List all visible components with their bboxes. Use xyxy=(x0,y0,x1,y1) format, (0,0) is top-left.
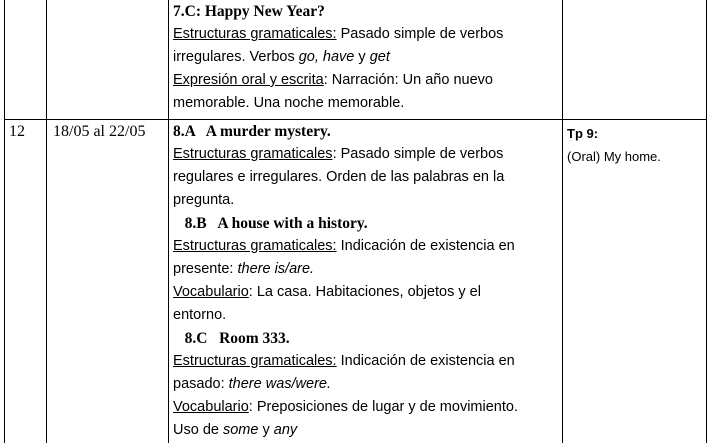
lesson-plan-table xyxy=(4,0,707,443)
table-row xyxy=(5,0,707,119)
structure-italic: there is/are. xyxy=(237,260,315,277)
grammar-text-cont: regulares e irregulares. Orden de las palabras en la xyxy=(173,168,505,185)
table-row xyxy=(5,119,707,443)
vocabulary-label: Vocabulario xyxy=(173,398,249,415)
verb-get-italic: get xyxy=(369,49,390,65)
tp-cell xyxy=(563,0,707,119)
grammar-text-cont: irregulares. Verbos xyxy=(173,49,299,65)
grammar-text: Pasado simple de verbos xyxy=(336,26,504,42)
structure-italic: there was/were. xyxy=(228,375,331,392)
grammar-text: : Pasado simple de verbos xyxy=(332,145,504,162)
unit-title: 7.C: Happy New Year? xyxy=(173,3,325,20)
vocabulary-text: : La casa. Habitaciones, objetos y el xyxy=(248,283,481,300)
grammar-label: Estructuras gramaticales: xyxy=(173,352,337,369)
verbs-italic: go, have xyxy=(298,49,355,65)
grammar-label: Estructuras gramaticales xyxy=(173,145,333,162)
week-number-cell: 12 xyxy=(5,119,47,443)
vocabulary-text: : Preposiciones de lugar y de movimiento. xyxy=(248,398,518,415)
connector-text: y xyxy=(258,421,274,438)
grammar-text-cont: pregunta. xyxy=(173,191,235,208)
dates-cell: 18/05 al 22/05 xyxy=(47,119,169,443)
some-italic: some xyxy=(222,421,259,438)
tp-title: Tp 9: xyxy=(567,125,599,141)
tp-text: (Oral) My home. xyxy=(567,148,661,164)
unit-title: 8.C Room 333. xyxy=(173,329,290,347)
content-cell xyxy=(169,119,563,443)
unit-title: 8.B A house with a history. xyxy=(173,214,368,232)
tp-cell xyxy=(563,119,707,443)
connector-text: y xyxy=(354,49,370,65)
vocabulary-text-cont: Uso de xyxy=(173,421,223,438)
grammar-text: Indicación de existencia en xyxy=(336,352,515,369)
any-italic: any xyxy=(273,421,298,438)
week-number-cell xyxy=(5,0,47,119)
grammar-label: Estructuras gramaticales: xyxy=(173,237,337,254)
vocabulary-text-cont: entorno. xyxy=(173,306,227,323)
grammar-text: Indicación de existencia en xyxy=(336,237,515,254)
dates-cell xyxy=(47,0,169,119)
speaking-text: : Narración: Un año nuevo xyxy=(323,72,493,88)
unit-title: 8.A A murder mystery. xyxy=(173,122,331,140)
speaking-text-cont: memorable. Una noche memorable. xyxy=(173,95,405,111)
grammar-label: Estructuras gramaticales: xyxy=(173,26,337,42)
vocabulary-label: Vocabulario xyxy=(173,283,249,300)
grammar-text-cont: pasado: xyxy=(173,375,229,392)
grammar-text-cont: presente: xyxy=(173,260,238,277)
speaking-label: Expresión oral y escrita xyxy=(173,72,324,88)
content-cell xyxy=(169,0,563,119)
